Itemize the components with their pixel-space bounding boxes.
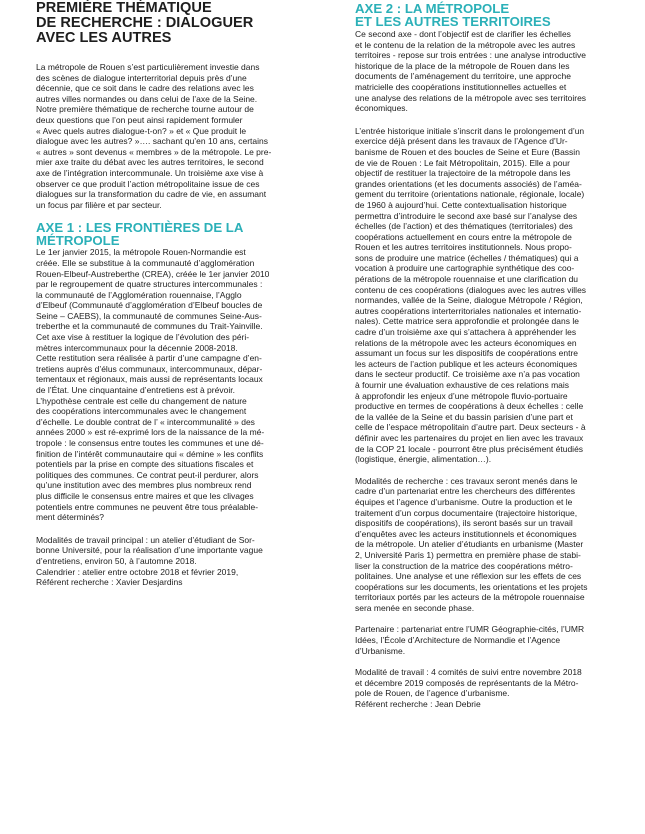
text-line: équipes et l’agence d’urbanisme. Outre la production et le <box>355 496 573 507</box>
text-line: gement du territoire (orientations nationale, régionale, locale) <box>355 189 585 200</box>
text-line: Cette restitution sera réalisée à partir d’une campagne d’en- <box>36 353 262 364</box>
text-line: d’entretiens, environ 50, à l’automne 2018. <box>36 555 197 566</box>
text-line: dispositifs de coopérations), ils seront basés sur un travail <box>355 518 573 529</box>
text-line: cadre d’un troisième axe qui s’attachera à appréhender les <box>355 327 577 338</box>
text-line: exercice déjà présent dans les travaux de l’Agence d’Ur- <box>355 136 568 147</box>
text-line: d’Urbanisme. <box>355 645 406 656</box>
text-line: Modalités de recherche : ces travaux seront menés dans le <box>355 475 578 486</box>
text-line: Le 1er janvier 2015, la métropole Rouen-Normandie est <box>36 247 246 258</box>
text-line: documents de l’aménagement du territoire, une approche <box>355 71 571 82</box>
text-line: politaines. Une analyse et une réflexion sur les effets de ces <box>355 571 582 582</box>
text-line: autres villes normandes ou dans celui de l’axe de la Seine. <box>36 93 258 104</box>
text-line: « autres » sont devenus « membres » de la métropole. Le pre- <box>36 146 272 157</box>
text-line: L’entrée historique initiale s’inscrit dans le prolongement d’un <box>355 125 585 136</box>
axe1-modalites-paragraph <box>36 535 319 588</box>
text-line: économiques. <box>355 103 408 114</box>
text-line: d’Elbeuf (Communauté d’agglomération d’Elbeuf boucles de <box>36 300 263 311</box>
text-line: Calendrier : atelier entre octobre 2018 et février 2019, <box>36 566 239 577</box>
text-line: grandes orientations (et les documents associés) de l’améa- <box>355 178 582 189</box>
text-line: créée. Elle se substitue à la communauté d’agglomération <box>36 257 255 268</box>
text-line: tretiens auprès d’élus communaux, intercommunaux, dépar- <box>36 363 263 374</box>
text-line: à approfondir les enjeux d’une métropole fluvio-portuaire <box>355 390 568 401</box>
text-line: Modalités de travail principal : un atelier d’étudiant de Sor- <box>36 534 255 545</box>
axe2-calendrier-paragraph <box>355 667 627 709</box>
text-line: Seine – CAEBS), la communauté de communes Seine-Aus- <box>36 310 262 321</box>
text-line: La métropole de Rouen s’est particulièrement investie dans <box>36 62 260 72</box>
text-line: Cet axe vise à restituer la logique de l’évolution des péri- <box>36 332 250 343</box>
text-line: mier axe traite du débat avec les autres territoires, le second <box>36 157 264 168</box>
text-line: contenu de ces coopérations (dialogues avec les autres villes <box>355 284 587 295</box>
text-line: observer ce que produit l’action métropolitaine issue de ces <box>36 178 260 189</box>
text-line: mètres intercommunaux pour la décennie 2008-2018. <box>36 342 238 353</box>
text-line: dialogue avec les autres? »…. sachant qu’en 10 ans, certains <box>36 136 269 147</box>
text-line: Référent recherche : Xavier Desjardins <box>36 577 183 588</box>
text-line: Modalité de travail : 4 comités de suivi entre novembre 2018 <box>355 667 582 678</box>
text-line: sera menée en seconde phase. <box>355 602 475 613</box>
axe1-heading: AXE 1 : LES FRONTIÈRES DE LA MÉTROPOLE <box>36 220 243 249</box>
text-line: ment déterminés? <box>36 512 105 523</box>
text-line: par le regroupement de quatre structures intercommunales : <box>36 279 263 290</box>
text-line: Ce second axe - dont l’objectif est de clarifier les échelles <box>355 29 571 39</box>
text-line: Référent recherche : Jean Debrie <box>355 699 481 710</box>
text-line: politiques des communes. Ce contrat peut-il perdurer, alors <box>36 469 259 480</box>
text-line: décennie, que ce soit dans le cadre des relations avec les <box>36 83 254 94</box>
text-line: dans le secteur productif. Ce troisième axe n’a pas vocation <box>355 369 580 380</box>
text-line: axe de l’intégration intercommunale. Un troisième axe vise à <box>36 167 264 178</box>
text-line: territoires - repose sur trois entrées : une analyse introductive <box>355 50 587 61</box>
text-line: et décembre 2019 composés de représentants de la Métro- <box>355 677 579 688</box>
page-title: PREMIÈRE THÉMATIQUE DE RECHERCHE : DIALOGUER AVEC LES AUTRES <box>36 0 254 46</box>
text-line: et le contenu de la relation de la métropole avec les autres <box>355 39 576 50</box>
text-line: des scènes de dialogue interterritorial depuis près d’une <box>36 72 247 83</box>
text-line: nales). Cette matrice sera approfondie et prolongée dans le <box>355 316 579 327</box>
text-line: années 2000 » est ré-exprimé lors de la naissance de la mé- <box>36 427 265 438</box>
text-line: dialogues sur la transformation du cadre de vie, en assumant <box>36 189 267 200</box>
text-line: productive en termes de coopérations à deux échelles : celle <box>355 401 584 412</box>
text-line: matricielle des coopérations institutionnelles actuelles et <box>355 81 567 92</box>
text-line: échelles (de l’action) et des thématiques (territoriales) des <box>355 221 573 232</box>
axe2-historique-paragraph <box>355 126 627 465</box>
text-line: d’échelle. Le double contrat de l’ « intercommunalité » des <box>36 416 255 427</box>
axe2-heading: AXE 2 : LA MÉTROPOLE ET LES AUTRES TERRITOIRES <box>355 1 551 29</box>
text-line: normandes, vallée de la Seine, dialogue Métropole / Région, <box>355 295 583 306</box>
text-line: Notre première thématique de recherche tourne autour de <box>36 104 254 115</box>
text-line: de la métropole. Un atelier d’étudiants en urbanisme (Master <box>355 539 584 550</box>
text-line: assumant un focus sur les dispositifs de coopérations entre <box>355 348 579 359</box>
text-line: coopérations sur les documents, les orientations et les projets <box>355 581 588 592</box>
text-line: traitement d’un corpus documentaire (trajectoire historique, <box>355 507 578 518</box>
text-line: Partenaire : partenariat entre l’UMR Géographie-cités, l’UMR <box>355 624 585 635</box>
text-line: (logistique, énergie, alimentation…). <box>355 454 492 465</box>
axe2-partenaire-paragraph <box>355 624 627 656</box>
text-line: treberthe et la communauté de communes du Trait-Yainville. <box>36 321 263 332</box>
axe2-intro-paragraph <box>355 29 627 114</box>
left-column <box>36 0 319 588</box>
text-line: potentiels entre communes ne peuvent être tous préalable- <box>36 501 259 512</box>
text-line: potentiels par la prise en compte des situations fiscales et <box>36 459 254 470</box>
right-column <box>355 0 627 710</box>
text-line: de la COP 21 locale - pourront être plus précisément étudiés <box>355 443 584 454</box>
text-line: 2, Université Paris 1) permettra en première phase de stabi- <box>355 549 581 560</box>
text-line: permettra d’introduire le second axe basé sur l’analyse des <box>355 210 578 221</box>
text-line: Rouen-Elbeuf-Austreberthe (CREA), créée le 1er janvier 2010 <box>36 268 270 279</box>
text-line: autres coopérations interterritoriales nationales et internatio- <box>355 305 582 316</box>
text-line: L’hypothèse centrale est celle du changement de nature <box>36 395 247 406</box>
text-line: les acteurs de l’action publique et les acteurs économiques <box>355 358 578 369</box>
text-line: vocation à produire une cartographie synthétique des coo- <box>355 263 575 274</box>
text-line: définir avec les partenaires du projet en lien avec les travaux <box>355 432 584 443</box>
text-line: qu’une institution avec des membres plus nombreux rend <box>36 480 252 491</box>
text-line: plus difficile le consensus entre maires et que les clivages <box>36 490 254 501</box>
text-line: tropole : le consensus entre toutes les communes et une dé- <box>36 438 264 448</box>
text-line: une analyse des relations de la métropole avec ses territoires <box>355 92 587 103</box>
text-line: celle de l’espace métropolitain d’autre part. Deux secteurs - à <box>355 422 586 433</box>
text-line: à fournir une évaluation exhaustive de ces relations mais <box>355 380 570 390</box>
text-line: un focus par filière et par secteur. <box>36 199 162 210</box>
text-line: pole de Rouen, de l’agence d’urbanisme. <box>355 688 510 699</box>
text-line: liser la construction de la matrice des coopérations métro- <box>355 560 573 571</box>
text-line: banisme de Rouen et des boucles de Seine et Eure (Bassin <box>355 146 580 157</box>
text-line: relations de la métropole avec les acteurs économiques en <box>355 337 577 348</box>
text-line: bonne Université, pour la réalisation d’une importante vague <box>36 545 263 556</box>
text-line: cadre d’un partenariat entre les chercheurs des différentes <box>355 486 576 497</box>
text-line: de la vallée de la Seine et du bassin parisien d’une part et <box>355 411 573 422</box>
text-line: historique de la place de la métropole de Rouen dans les <box>355 60 570 71</box>
text-line: tementaux et régionaux, mais aussi de représentants locaux <box>36 374 263 385</box>
text-line: de vie de Rouen : Le fait Métropolitain, 2015). Elle a pour <box>355 157 570 168</box>
text-line: finition de l’intérêt communautaire qui « démine » les conflits <box>36 448 264 459</box>
text-line: coopérations actuellement en cours entre la métropole de <box>355 231 572 242</box>
text-line: sons de produire une matrice (échelles / thématiques) qui a <box>355 252 579 263</box>
text-line: des coopérations intercommunales avec le changement <box>36 406 247 417</box>
text-line: « Avec quels autres dialogue-t-on? » et « Que produit le <box>36 125 247 136</box>
text-line: Rouen et les autres territoires institutionnels. Nous propo- <box>355 242 572 253</box>
axe1-paragraph <box>36 247 319 522</box>
text-line: la communauté de l’Agglomération rouennaise, l’Agglo <box>36 289 242 300</box>
text-line: objectif de restituer la trajectoire de la métropole dans les <box>355 168 571 179</box>
text-line: pérations de la métropole rouennaise et une clarification du <box>355 274 579 285</box>
intro-paragraph <box>36 62 319 210</box>
text-line: territoriaux portés par les acteurs de la métropole rouennaise <box>355 592 585 603</box>
text-line: de 1960 à aujourd’hui. Cette contextualisation historique <box>355 199 567 210</box>
text-line: deux questions que l’on peut ainsi rapidement formuler <box>36 114 243 125</box>
text-line: d’enquêtes avec les acteurs institutionnels et économiques <box>355 528 577 539</box>
text-line: de l’État. Une cinquantaine d’entretiens est à prévoir. <box>36 385 235 396</box>
axe2-modalites-paragraph <box>355 476 627 614</box>
text-line: Idées, l’École d’Architecture de Normandie et l’Agence <box>355 635 561 646</box>
